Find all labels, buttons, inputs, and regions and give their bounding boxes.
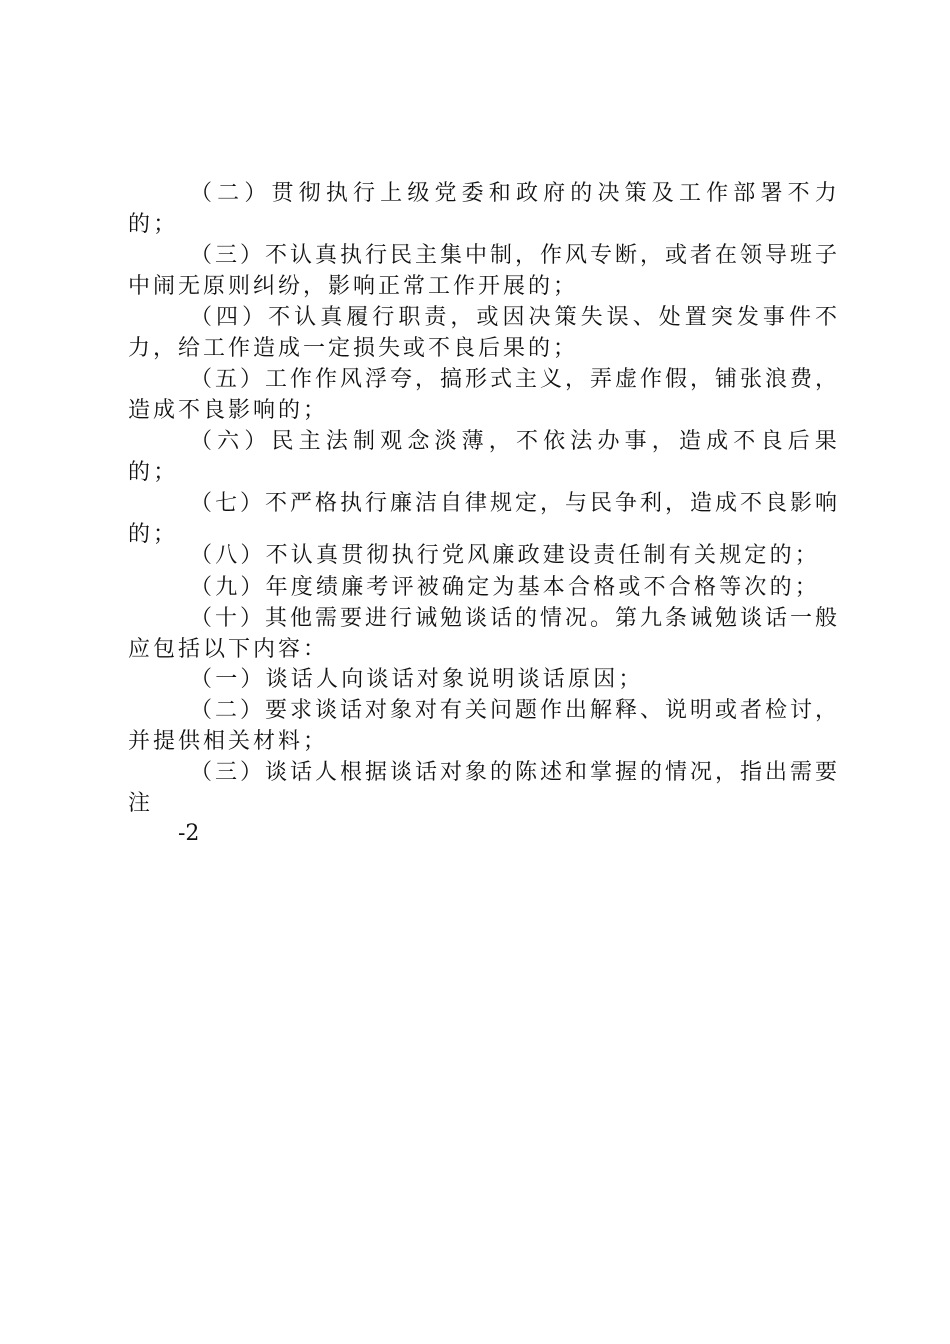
paragraph-item-6: （六）民主法制观念淡薄，不依法办事，造成不良后果的； [128, 429, 840, 485]
paragraph-item-8: （八）不认真贯彻执行党风廉政建设责任制有关规定的； [190, 543, 821, 568]
paragraph-item-13: （三）谈话人根据谈话对象的陈述和掌握的情况，指出需要注 [128, 760, 841, 816]
paragraph-item-4: （四）不认真履行职责，或因决策失误、处置突发事件不力，给工作造成一定损失或不良后果的； [128, 305, 840, 361]
paragraph-item-3: （三）不认真执行民主集中制，作风专断，或者在领导班子中闹无原则纠纷，影响正常工作开展的； [128, 243, 841, 299]
paragraph-item-9: （九）年度绩廉考评被确定为基本合格或不合格等次的； [190, 575, 821, 600]
paragraph-item-2: （二）贯彻执行上级党委和政府的决策及工作部署不力的； [128, 181, 840, 237]
paragraph-item-12: （二）要求谈话对象对有关问题作出解释、说明或者检讨，并提供相关材料； [128, 698, 841, 754]
paragraph-item-10: （十）其他需要进行诫勉谈话的情况。第九条诫勉谈话一般应包括以下内容： [128, 606, 841, 662]
paragraph-item-7: （七）不严格执行廉洁自律规定，与民争利，造成不良影响的； [128, 491, 841, 547]
page-number: -2 [178, 821, 200, 846]
paragraph-item-5: （五）工作作风浮夸，搞形式主义，弄虚作假，铺张浪费，造成不良影响的； [128, 367, 841, 423]
paragraph-item-11: （一）谈话人向谈话对象说明谈话原因； [190, 667, 644, 692]
